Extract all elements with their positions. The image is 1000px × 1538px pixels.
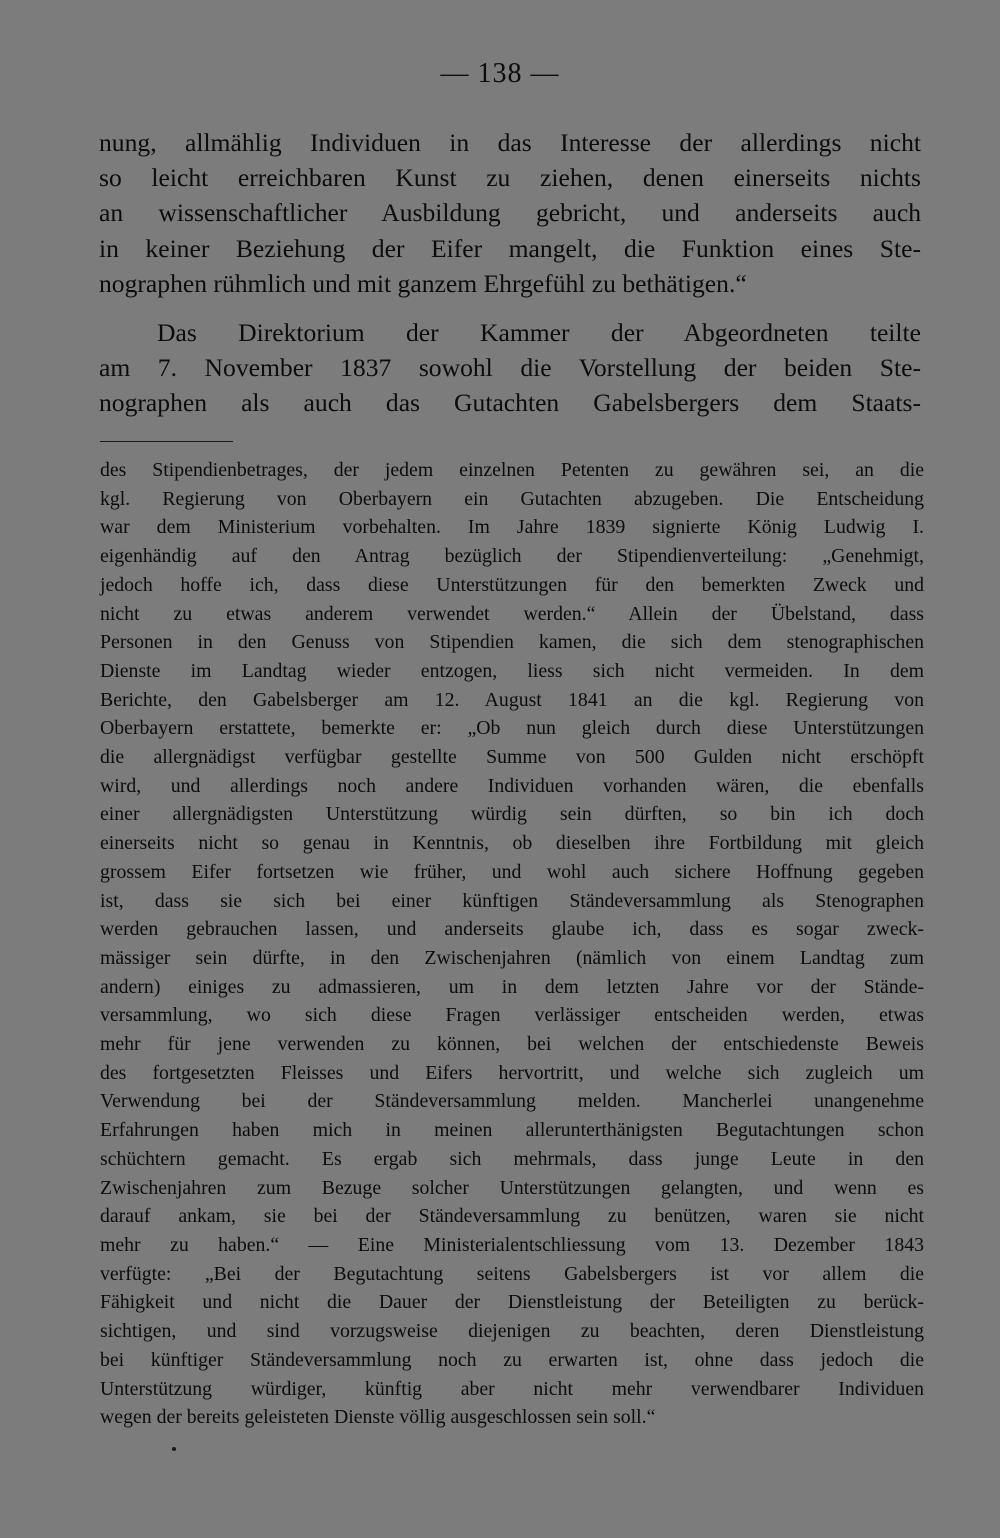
footnote-line: darauf ankam, sie bei der Ständeversammlung zu benützen, waren sie nicht bbox=[100, 1205, 924, 1228]
footnote-line: des Stipendienbetrages, der jedem einzelnen Petenten zu gewähren sei, an die bbox=[100, 459, 924, 481]
footnote-separator bbox=[100, 441, 233, 442]
footnote-line: ist, dass sie sich bei einer künftigen Ständeversammlung als Stenographen bbox=[100, 889, 924, 912]
body-text bbox=[99, 125, 921, 421]
footnote-line: mehr für jene verwenden zu können, bei welchen der entschiedenste Beweis bbox=[100, 1033, 924, 1056]
footnote-line: Berichte, den Gabelsberger am 12. August 1841 an die kgl. Regierung von bbox=[100, 688, 924, 711]
body-line: nung, allmählig Individuen in das Interesse der allerdings nicht bbox=[99, 128, 921, 157]
footnote-line: Oberbayern erstattete, bemerkte er: „Ob nun gleich durch diese Unterstützungen bbox=[100, 717, 924, 740]
scan-speck bbox=[172, 1447, 176, 1451]
footnote-line: andern) einiges zu admassieren, um in dem letzten Jahre vor der Stände- bbox=[100, 975, 924, 998]
body-line: an wissenschaftlicher Ausbildung gebricht, und anderseits auch bbox=[99, 198, 921, 228]
footnote-line: nicht zu etwas anderem verwendet werden.“ Allein der Übelstand, dass bbox=[100, 602, 924, 625]
footnote-line: wird, und allerdings noch andere Individuen vorhanden wären, die ebenfalls bbox=[100, 774, 924, 797]
footnote-line: des fortgesetzten Fleisses und Eifers hervortritt, und welche sich zugleich um bbox=[100, 1061, 924, 1084]
footnote-line: war dem Ministerium vorbehalten. Im Jahre 1839 signierte König Ludwig I. bbox=[100, 516, 924, 539]
footnote-line: mässiger sein dürfte, in den Zwischenjahren (nämlich von einem Landtag zum bbox=[100, 946, 924, 969]
footnote-line: versammlung, wo sich diese Fragen verlässiger entscheiden werden, etwas bbox=[100, 1004, 924, 1027]
body-line: nographen als auch das Gutachten Gabelsbergers dem Staats- bbox=[99, 388, 921, 418]
body-line: in keiner Beziehung der Eifer mangelt, die Funktion eines Ste- bbox=[99, 233, 921, 263]
footnote-line: werden gebrauchen lassen, und anderseits glaube ich, dass es sogar zweck- bbox=[100, 918, 924, 941]
footnote-line: Fähigkeit und nicht die Dauer der Dienstleistung der Beteiligten zu berück- bbox=[100, 1291, 924, 1314]
footnote-line: kgl. Regierung von Oberbayern ein Gutachten abzugeben. Die Entscheidung bbox=[100, 487, 924, 510]
footnote-line: eigenhändig auf den Antrag bezüglich der Stipendienverteilung: „Genehmigt, bbox=[100, 545, 924, 568]
footnote-line: Unterstützung würdiger, künftig aber nicht mehr verwendbarer Individuen bbox=[100, 1377, 924, 1400]
footnote-line: Zwischenjahren zum Bezuge solcher Unterstützungen gelangten, und wenn es bbox=[100, 1176, 924, 1199]
paragraph-break bbox=[99, 301, 921, 315]
footnote-line: grossem Eifer fortsetzen wie früher, und wohl auch sichere Hoffnung gegeben bbox=[100, 860, 924, 883]
footnote-line: schüchtern gemacht. Es ergab sich mehrmals, dass junge Leute in den bbox=[100, 1147, 924, 1170]
footnote-line: bei künftiger Ständeversammlung noch zu erwarten ist, ohne dass jedoch die bbox=[100, 1348, 924, 1371]
body-line: nographen rühmlich und mit ganzem Ehrgefühl zu bethätigen.“ bbox=[99, 268, 747, 298]
footnote-line: Dienste im Landtag wieder entzogen, liess sich nicht vermeiden. In dem bbox=[100, 659, 924, 682]
body-line: Das Direktorium der Kammer der Abgeordneten teilte bbox=[157, 318, 921, 348]
footnote-line: mehr zu haben.“ — Eine Ministerialentschliessung vom 13. Dezember 1843 bbox=[100, 1233, 924, 1256]
footnote-line: jedoch hoffe ich, dass diese Unterstützungen für den bemerkten Zweck und bbox=[100, 573, 924, 596]
footnote-line: Verwendung bei der Ständeversammlung melden. Mancherlei unangenehme bbox=[100, 1090, 924, 1113]
footnote-line: Personen in den Genuss von Stipendien kamen, die sich dem stenographischen bbox=[100, 631, 924, 654]
footnote-line: sichtigen, und sind vorzugsweise diejenigen zu beachten, deren Dienstleistung bbox=[100, 1320, 924, 1343]
footnote-line: wegen der bereits geleisteten Dienste völlig ausgeschlossen sein soll.“ bbox=[100, 1406, 656, 1429]
footnote-line: Erfahrungen haben mich in meinen allerunterthänigsten Begutachtungen schon bbox=[100, 1119, 924, 1142]
footnote-line: einer allergnädigsten Unterstützung würdig sein dürften, so bin ich doch bbox=[100, 803, 924, 826]
page-number: — 138 — bbox=[440, 58, 560, 89]
body-line: am 7. November 1837 sowohl die Vorstellung der beiden Ste- bbox=[99, 353, 921, 383]
footnote-text bbox=[100, 456, 924, 1432]
footnote-line: die allergnädigst verfügbar gestellte Summe von 500 Gulden nicht erschöpft bbox=[100, 746, 924, 769]
body-line: so leicht erreichbaren Kunst zu ziehen, denen einerseits nichts bbox=[99, 163, 921, 193]
footnote-line: einerseits nicht so genau in Kenntnis, ob dieselben ihre Fortbildung mit gleich bbox=[100, 832, 924, 855]
footnote-line: verfügte: „Bei der Begutachtung seitens Gabelsbergers ist vor allem die bbox=[100, 1262, 924, 1285]
